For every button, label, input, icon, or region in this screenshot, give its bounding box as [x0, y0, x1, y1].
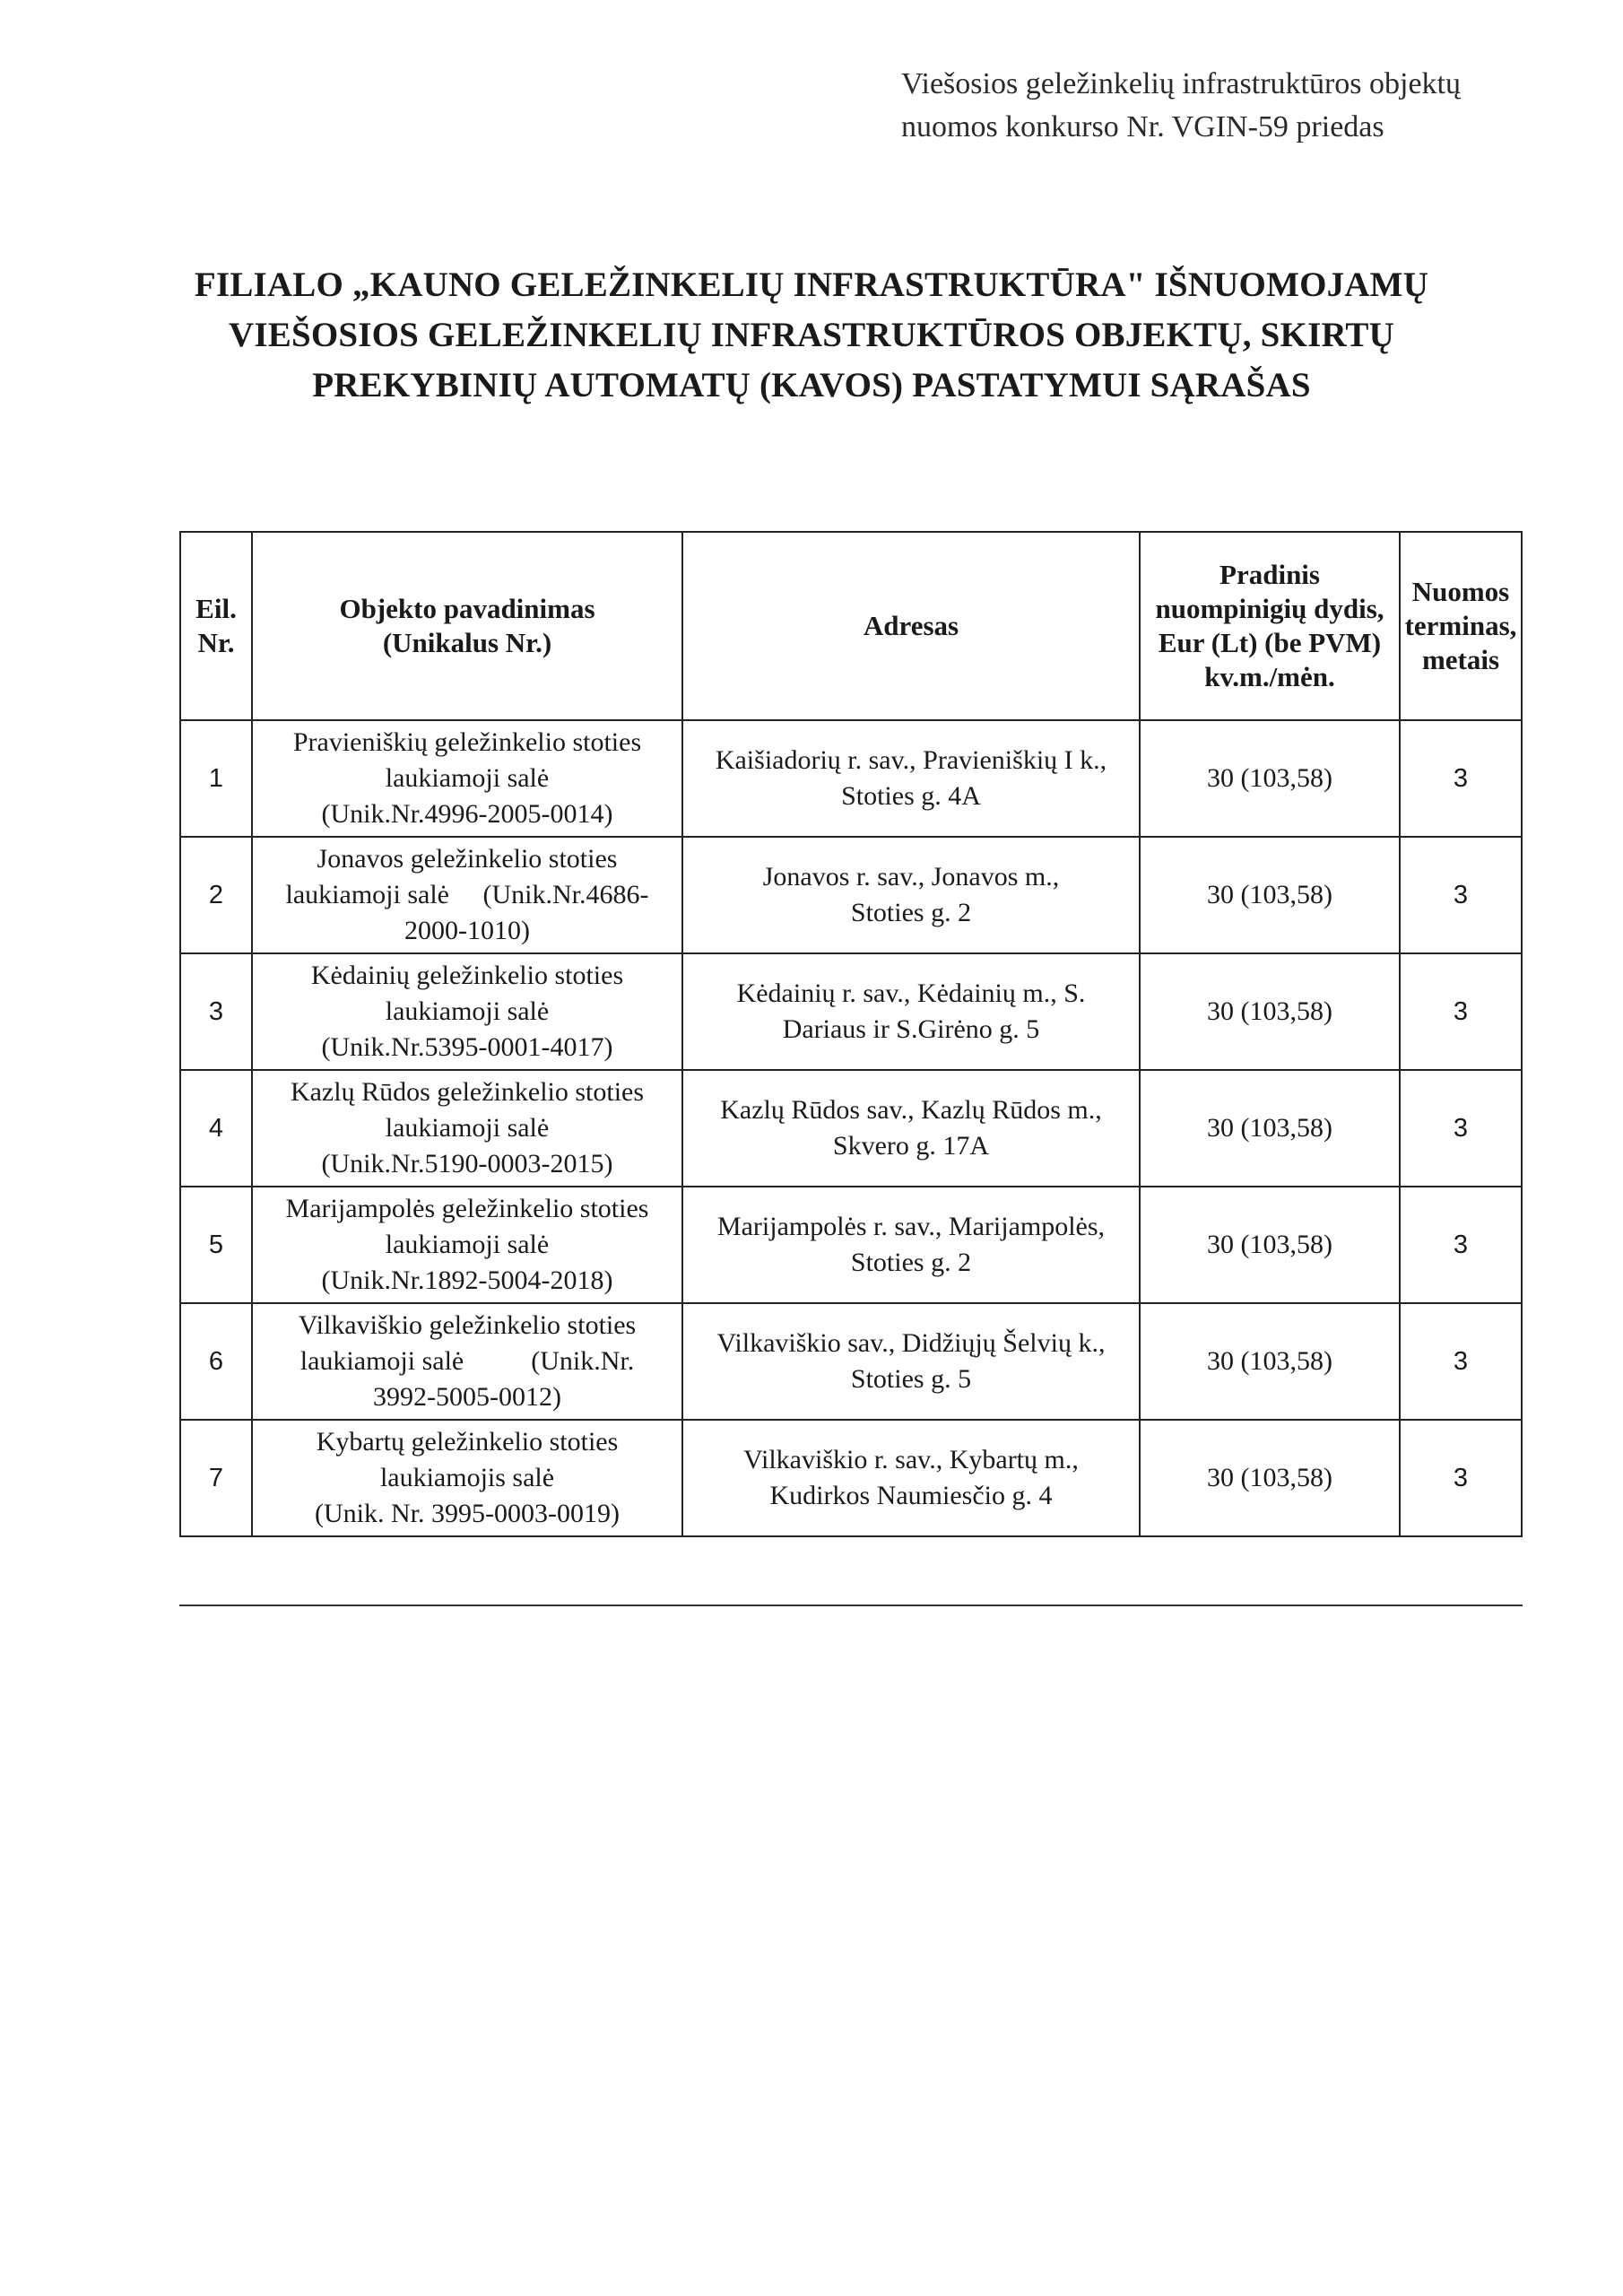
cell-address [682, 1070, 1140, 1187]
cell-price [1140, 837, 1400, 953]
cell-object-name [252, 1420, 682, 1536]
header-price-line: Eur (Lt) (be PVM) [1158, 627, 1382, 658]
cell-price-line: 30 (103,58) [1207, 1346, 1332, 1376]
table-row [180, 1303, 1522, 1420]
cell-address [682, 1303, 1140, 1420]
header-price [1140, 532, 1400, 720]
header-term-line: Nuomos [1411, 576, 1510, 607]
document-title [135, 260, 1488, 411]
cell-nr [180, 837, 252, 953]
objects-table [179, 531, 1523, 1537]
cell-object-name-line: Pravieniškių geležinkelio stoties [292, 727, 642, 757]
cell-price-line: 30 (103,58) [1207, 1113, 1332, 1143]
header-term-line: terminas, [1404, 610, 1517, 641]
cell-object-name-line: Vilkaviškio geležinkelio stoties [298, 1310, 637, 1340]
table-header-row [180, 532, 1522, 720]
cell-object-name-line: (Unik.Nr.5190-0003-2015) [321, 1149, 613, 1178]
table-row [180, 1420, 1522, 1536]
cell-object-name-line: Kybartų geležinkelio stoties [316, 1427, 619, 1457]
cell-nr-line: 5 [208, 1231, 224, 1259]
cell-term [1400, 1070, 1522, 1187]
cell-nr [180, 1070, 252, 1187]
cell-price [1140, 1070, 1400, 1187]
cell-term-line: 3 [1453, 881, 1469, 909]
cell-nr [180, 720, 252, 837]
cell-nr [180, 1303, 252, 1420]
cell-address-line: Jonavos r. sav., Jonavos m., [762, 862, 1060, 891]
cell-term [1400, 720, 1522, 837]
cell-address-line: Stoties g. 5 [850, 1364, 972, 1394]
cell-object-name-line: Kazlų Rūdos geležinkelio stoties [290, 1077, 645, 1107]
cell-address-line: Dariaus ir S.Girėno g. 5 [782, 1014, 1040, 1044]
table-row [180, 1070, 1522, 1187]
cell-object-name-line: laukiamoji salė [385, 763, 550, 793]
header-price-line: nuompinigių dydis, [1155, 593, 1384, 624]
cell-nr-line: 4 [208, 1114, 224, 1143]
cell-address [682, 953, 1140, 1070]
cell-object-name [252, 837, 682, 953]
cell-nr-line: 7 [208, 1464, 224, 1492]
cell-address-line: Kazlų Rūdos sav., Kazlų Rūdos m., [720, 1095, 1102, 1125]
cell-price [1140, 1187, 1400, 1303]
header-price-line: kv.m./mėn. [1204, 661, 1335, 692]
cell-term-line: 3 [1453, 997, 1469, 1026]
cell-object-name-line: laukiamoji salė (Unik.Nr.4686- [285, 880, 649, 909]
cell-address [682, 720, 1140, 837]
cell-object-name-line: Kėdainių geležinkelio stoties [310, 961, 624, 990]
table-body [180, 720, 1522, 1536]
header-term [1400, 532, 1522, 720]
header-name-line: Objekto pavadinimas [339, 593, 595, 624]
cell-nr [180, 1420, 252, 1536]
title-line: PREKYBINIŲ AUTOMATŲ (KAVOS) PASTATYMUI SĄRAŠAS [312, 366, 1311, 404]
cell-term [1400, 1420, 1522, 1536]
cell-object-name-line: (Unik.Nr.1892-5004-2018) [321, 1265, 613, 1295]
cell-price [1140, 953, 1400, 1070]
bottom-divider [179, 1605, 1523, 1606]
cell-object-name [252, 1187, 682, 1303]
cell-term-line: 3 [1453, 764, 1469, 793]
cell-address [682, 1187, 1140, 1303]
cell-address-line: Stoties g. 2 [850, 898, 972, 927]
header-nr [180, 532, 252, 720]
header-nr-line: Nr. [197, 627, 235, 658]
cell-address-line: Vilkaviškio sav., Didžiųjų Šelvių k., [716, 1328, 1106, 1358]
cell-address-line: Kudirkos Naumiesčio g. 4 [769, 1481, 1053, 1510]
cell-address-line: Kaišiadorių r. sav., Pravieniškių I k., [715, 745, 1107, 775]
cell-object-name-line: 3992-5005-0012) [373, 1382, 561, 1412]
cell-price-line: 30 (103,58) [1207, 880, 1332, 909]
header-address-line: Adresas [863, 610, 959, 641]
cell-object-name-line: Jonavos geležinkelio stoties [317, 844, 618, 874]
cell-term [1400, 953, 1522, 1070]
cell-nr-line: 3 [208, 997, 224, 1026]
cell-address-line: Stoties g. 2 [850, 1248, 972, 1277]
annex-note-line: nuomos konkurso Nr. VGIN-59 priedas [901, 110, 1384, 144]
cell-object-name-line: laukiamoji salė (Unik.Nr. [299, 1346, 635, 1376]
cell-object-name-line: 2000-1010) [404, 916, 530, 945]
cell-object-name [252, 953, 682, 1070]
cell-nr [180, 1187, 252, 1303]
header-address [682, 532, 1140, 720]
table-row [180, 837, 1522, 953]
cell-term [1400, 1303, 1522, 1420]
cell-price-line: 30 (103,58) [1207, 996, 1332, 1026]
cell-term-line: 3 [1453, 1347, 1469, 1376]
header-name-line: (Unikalus Nr.) [382, 627, 552, 658]
cell-address-line: Kėdainių r. sav., Kėdainių m., S. [736, 978, 1086, 1008]
cell-term [1400, 1187, 1522, 1303]
header-object-name [252, 532, 682, 720]
cell-address [682, 1420, 1140, 1536]
cell-price-line: 30 (103,58) [1207, 763, 1332, 793]
table-row [180, 953, 1522, 1070]
table-row [180, 720, 1522, 837]
cell-price [1140, 720, 1400, 837]
cell-object-name-line: (Unik.Nr.4996-2005-0014) [321, 799, 613, 829]
cell-price-line: 30 (103,58) [1207, 1230, 1332, 1259]
cell-address-line: Vilkaviškio r. sav., Kybartų m., [743, 1445, 1079, 1474]
header-price-line: Pradinis [1219, 559, 1320, 590]
title-line: FILIALO „KAUNO GELEŽINKELIŲ INFRASTRUKTŪRA" IŠNUOMOJAMŲ [194, 265, 1429, 304]
cell-nr [180, 953, 252, 1070]
cell-price-line: 30 (103,58) [1207, 1463, 1332, 1492]
cell-nr-line: 1 [208, 764, 224, 793]
cell-object-name-line: laukiamoji salė [385, 1230, 550, 1259]
cell-object-name-line: laukiamoji salė [385, 1113, 550, 1143]
cell-price [1140, 1303, 1400, 1420]
header-nr-line: Eil. [195, 593, 237, 624]
cell-address-line: Marijampolės r. sav., Marijampolės, [716, 1212, 1106, 1241]
cell-object-name-line: laukiamojis salė [379, 1463, 555, 1492]
cell-object-name-line: Marijampolės geležinkelio stoties [285, 1194, 649, 1223]
title-line: VIEŠOSIOS GELEŽINKELIŲ INFRASTRUKTŪROS OBJEKTŲ, SKIRTŲ [228, 316, 1395, 354]
cell-address-line: Skvero g. 17A [832, 1131, 990, 1161]
cell-term-line: 3 [1453, 1114, 1469, 1143]
cell-term [1400, 837, 1522, 953]
cell-address-line: Stoties g. 4A [841, 781, 981, 811]
annex-note [901, 63, 1529, 149]
cell-object-name-line: laukiamoji salė [385, 996, 550, 1026]
cell-object-name [252, 1070, 682, 1187]
cell-object-name-line: (Unik. Nr. 3995-0003-0019) [315, 1499, 620, 1528]
cell-price [1140, 1420, 1400, 1536]
annex-note-line: Viešosios geležinkelių infrastruktūros objektų [901, 67, 1462, 100]
cell-nr-line: 2 [208, 881, 224, 909]
cell-object-name [252, 720, 682, 837]
cell-object-name-line: (Unik.Nr.5395-0001-4017) [321, 1032, 613, 1062]
cell-object-name [252, 1303, 682, 1420]
cell-nr-line: 6 [208, 1347, 224, 1376]
header-term-line: metais [1421, 644, 1500, 675]
table-row [180, 1187, 1522, 1303]
cell-term-line: 3 [1453, 1231, 1469, 1259]
cell-address [682, 837, 1140, 953]
cell-term-line: 3 [1453, 1464, 1469, 1492]
